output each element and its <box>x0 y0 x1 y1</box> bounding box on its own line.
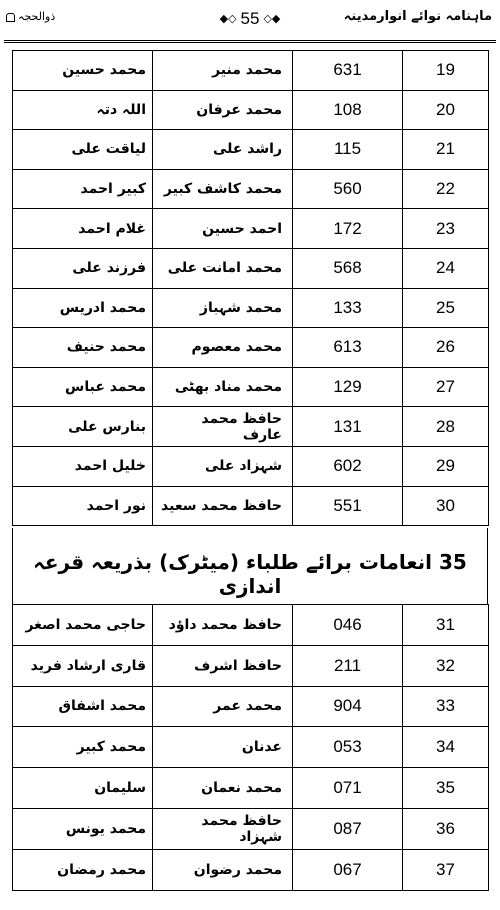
serial-number: 19 <box>403 51 489 91</box>
student-name: محمد عرفان <box>153 90 293 130</box>
student-name: حافظ محمد داؤد <box>153 605 293 646</box>
guardian-name: قاری ارشاد فرید <box>13 645 153 686</box>
table-row <box>13 768 489 809</box>
serial-number: 24 <box>403 248 489 288</box>
roll-number: 551 <box>293 486 403 526</box>
guardian-name: سلیمان <box>13 768 153 809</box>
student-name: محمد کاشف کبیر <box>153 169 293 209</box>
results-table-2 <box>12 604 489 891</box>
roll-number: 602 <box>293 446 403 486</box>
serial-number: 23 <box>403 209 489 249</box>
student-name: حافظ اشرف <box>153 645 293 686</box>
serial-number: 22 <box>403 169 489 209</box>
guardian-name: نور احمد <box>13 486 153 526</box>
student-name: حافظ محمد شہزاد <box>153 808 293 849</box>
section-heading <box>12 528 488 604</box>
guardian-name: محمد رمضان <box>13 849 153 890</box>
header-rule <box>4 40 496 41</box>
guardian-name: فرزند علی <box>13 248 153 288</box>
header-rule-secondary <box>4 42 496 43</box>
page-header <box>0 0 500 42</box>
ornament-left-icon: ◆◇ <box>219 13 237 25</box>
guardian-name: حاجی محمد اصغر <box>13 605 153 646</box>
roll-number: 172 <box>293 209 403 249</box>
serial-number: 36 <box>403 808 489 849</box>
serial-number: 33 <box>403 686 489 727</box>
student-name: حافظ محمد عارف <box>153 407 293 447</box>
guardian-name: محمد ادریس <box>13 288 153 328</box>
student-name: عدنان <box>153 727 293 768</box>
student-name: محمد نعمان <box>153 768 293 809</box>
guardian-name: اللہ دتہ <box>13 90 153 130</box>
table-row <box>13 90 489 130</box>
student-name: راشد علی <box>153 130 293 170</box>
guardian-name: محمد یونس <box>13 808 153 849</box>
roll-number: 067 <box>293 849 403 890</box>
guardian-name: محمد عباس <box>13 367 153 407</box>
student-name: محمد رضوان <box>153 849 293 890</box>
guardian-name: محمد اشفاق <box>13 686 153 727</box>
serial-number: 28 <box>403 407 489 447</box>
student-name: محمد معصوم <box>153 328 293 368</box>
table-row <box>13 130 489 170</box>
serial-number: 25 <box>403 288 489 328</box>
student-name: محمد امانت علی <box>153 248 293 288</box>
table-row <box>13 808 489 849</box>
student-name: محمد عمر <box>153 686 293 727</box>
roll-number: 904 <box>293 686 403 727</box>
serial-number: 37 <box>403 849 489 890</box>
serial-number: 34 <box>403 727 489 768</box>
serial-number: 27 <box>403 367 489 407</box>
serial-number: 30 <box>403 486 489 526</box>
student-name: حافظ محمد سعید <box>153 486 293 526</box>
student-name: محمد مناد بھٹی <box>153 367 293 407</box>
results-table-1 <box>12 50 489 526</box>
serial-number: 26 <box>403 328 489 368</box>
serial-number: 29 <box>403 446 489 486</box>
table-row <box>13 645 489 686</box>
roll-number: 108 <box>293 90 403 130</box>
roll-number: 568 <box>293 248 403 288</box>
guardian-name: محمد کبیر <box>13 727 153 768</box>
table-row <box>13 407 489 447</box>
table-row <box>13 849 489 890</box>
month-label: ذوالحجہ <box>6 10 55 23</box>
magazine-title: ماہنامہ نوائے انوارمدینہ <box>343 9 492 24</box>
page-number-text: 55 <box>240 9 260 28</box>
serial-number: 31 <box>403 605 489 646</box>
table-row <box>13 169 489 209</box>
table-row <box>13 51 489 91</box>
guardian-name: محمد حسین <box>13 51 153 91</box>
serial-number: 21 <box>403 130 489 170</box>
table-row <box>13 288 489 328</box>
table-row <box>13 328 489 368</box>
roll-number: 071 <box>293 768 403 809</box>
roll-number: 115 <box>293 130 403 170</box>
roll-number: 053 <box>293 727 403 768</box>
guardian-name: کبیر احمد <box>13 169 153 209</box>
serial-number: 35 <box>403 768 489 809</box>
table-row <box>13 367 489 407</box>
roll-number: 560 <box>293 169 403 209</box>
serial-number: 32 <box>403 645 489 686</box>
student-name: احمد حسین <box>153 209 293 249</box>
guardian-name: خلیل احمد <box>13 446 153 486</box>
roll-number: 133 <box>293 288 403 328</box>
table-row <box>13 446 489 486</box>
guardian-name: غلام احمد <box>13 209 153 249</box>
roll-number: 087 <box>293 808 403 849</box>
roll-number: 631 <box>293 51 403 91</box>
table-row <box>13 209 489 249</box>
student-name: محمد منیر <box>153 51 293 91</box>
guardian-name: محمد حنیف <box>13 328 153 368</box>
ornament-right-icon: ◇◆ <box>263 13 281 25</box>
table-row <box>13 686 489 727</box>
page-number <box>200 9 300 29</box>
roll-number: 046 <box>293 605 403 646</box>
roll-number: 131 <box>293 407 403 447</box>
table-row <box>13 248 489 288</box>
guardian-name: لیاقت علی <box>13 130 153 170</box>
table-row <box>13 605 489 646</box>
serial-number: 20 <box>403 90 489 130</box>
section-title: 35 انعامات برائے طلباء (میٹرک) بذریعہ قرعہ اندازی <box>33 550 467 598</box>
roll-number: 613 <box>293 328 403 368</box>
student-name: محمد شہباز <box>153 288 293 328</box>
guardian-name: بنارس علی <box>13 407 153 447</box>
table-row <box>13 486 489 526</box>
table-row <box>13 727 489 768</box>
roll-number: 211 <box>293 645 403 686</box>
student-name: شہزاد علی <box>153 446 293 486</box>
roll-number: 129 <box>293 367 403 407</box>
